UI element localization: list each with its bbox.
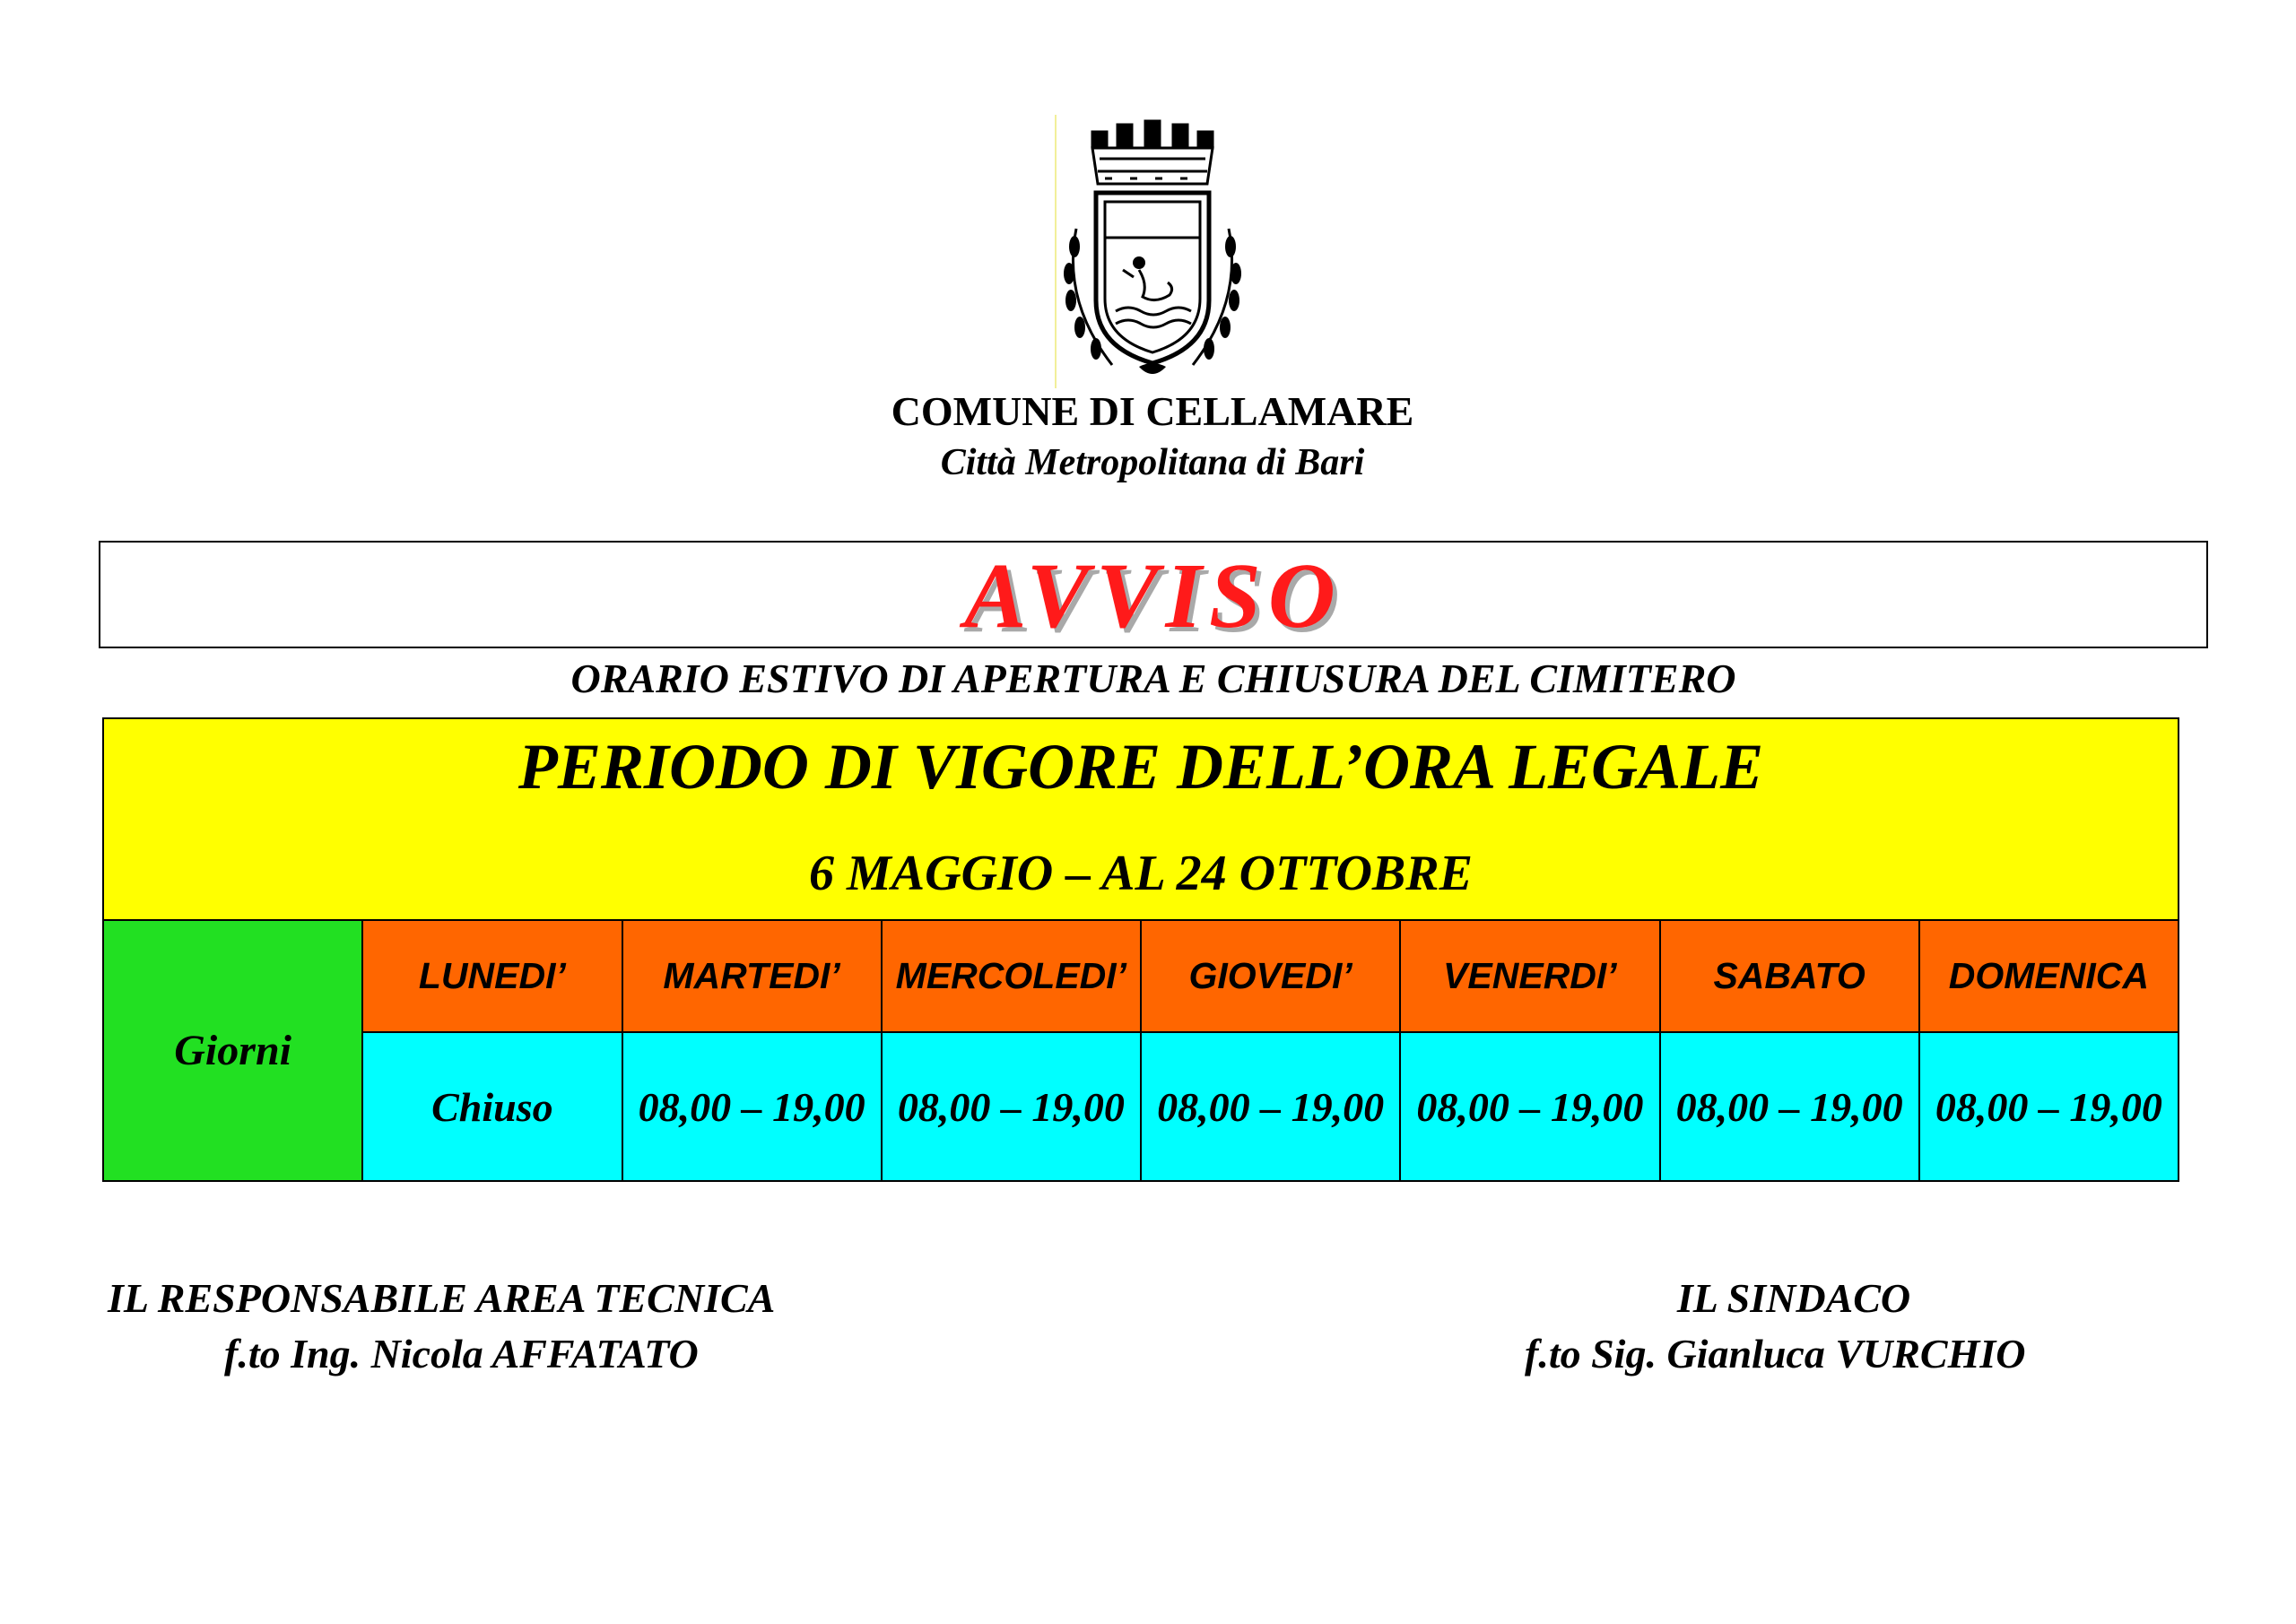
avviso-title: AVVISO bbox=[964, 544, 1343, 647]
day-sunday: DOMENICA bbox=[1919, 920, 2179, 1032]
schedule-table bbox=[102, 919, 2179, 1182]
right-signatory-name: f.to Sig. Gianluca VURCHIO bbox=[1525, 1331, 2026, 1376]
hours-friday: 08,00 – 19,00 bbox=[1400, 1032, 1659, 1181]
hours-sunday: 08,00 – 19,00 bbox=[1919, 1032, 2179, 1181]
day-monday: LUNEDI’ bbox=[362, 920, 622, 1032]
period-dates: 6 MAGGIO – AL 24 OTTOBRE bbox=[808, 846, 1473, 901]
left-signatory-name: f.to Ing. Nicola AFFATATO bbox=[224, 1331, 699, 1376]
coat-of-arms-icon bbox=[1049, 112, 1256, 390]
day-tuesday: MARTEDI’ bbox=[622, 920, 882, 1032]
hours-thursday: 08,00 – 19,00 bbox=[1141, 1032, 1400, 1181]
day-saturday: SABATO bbox=[1660, 920, 1919, 1032]
right-signatory-title: IL SINDACO bbox=[1676, 1275, 1911, 1321]
hours-row bbox=[103, 1032, 2179, 1181]
comune-subtitle: Città Metropolitana di Bari bbox=[940, 442, 1365, 483]
hours-saturday: 08,00 – 19,00 bbox=[1660, 1032, 1919, 1181]
hours-monday: Chiuso bbox=[362, 1032, 622, 1181]
hours-tuesday: 08,00 – 19,00 bbox=[622, 1032, 882, 1181]
days-row bbox=[103, 920, 2179, 1032]
day-thursday: GIOVEDI’ bbox=[1141, 920, 1400, 1032]
hours-wednesday: 08,00 – 19,00 bbox=[882, 1032, 1141, 1181]
left-signatory-title: IL RESPONSABILE AREA TECNICA bbox=[108, 1275, 776, 1321]
comune-name: COMUNE DI CELLAMARE bbox=[891, 388, 1414, 434]
day-friday: VENERDI’ bbox=[1400, 920, 1659, 1032]
giorni-label: Giorni bbox=[103, 920, 362, 1181]
notice-subtitle: ORARIO ESTIVO DI APERTURA E CHIUSURA DEL CIMITERO bbox=[570, 656, 1736, 701]
day-wednesday: MERCOLEDI’ bbox=[882, 920, 1141, 1032]
period-title: PERIODO DI VIGORE DELL’ORA LEGALE bbox=[517, 731, 1764, 803]
